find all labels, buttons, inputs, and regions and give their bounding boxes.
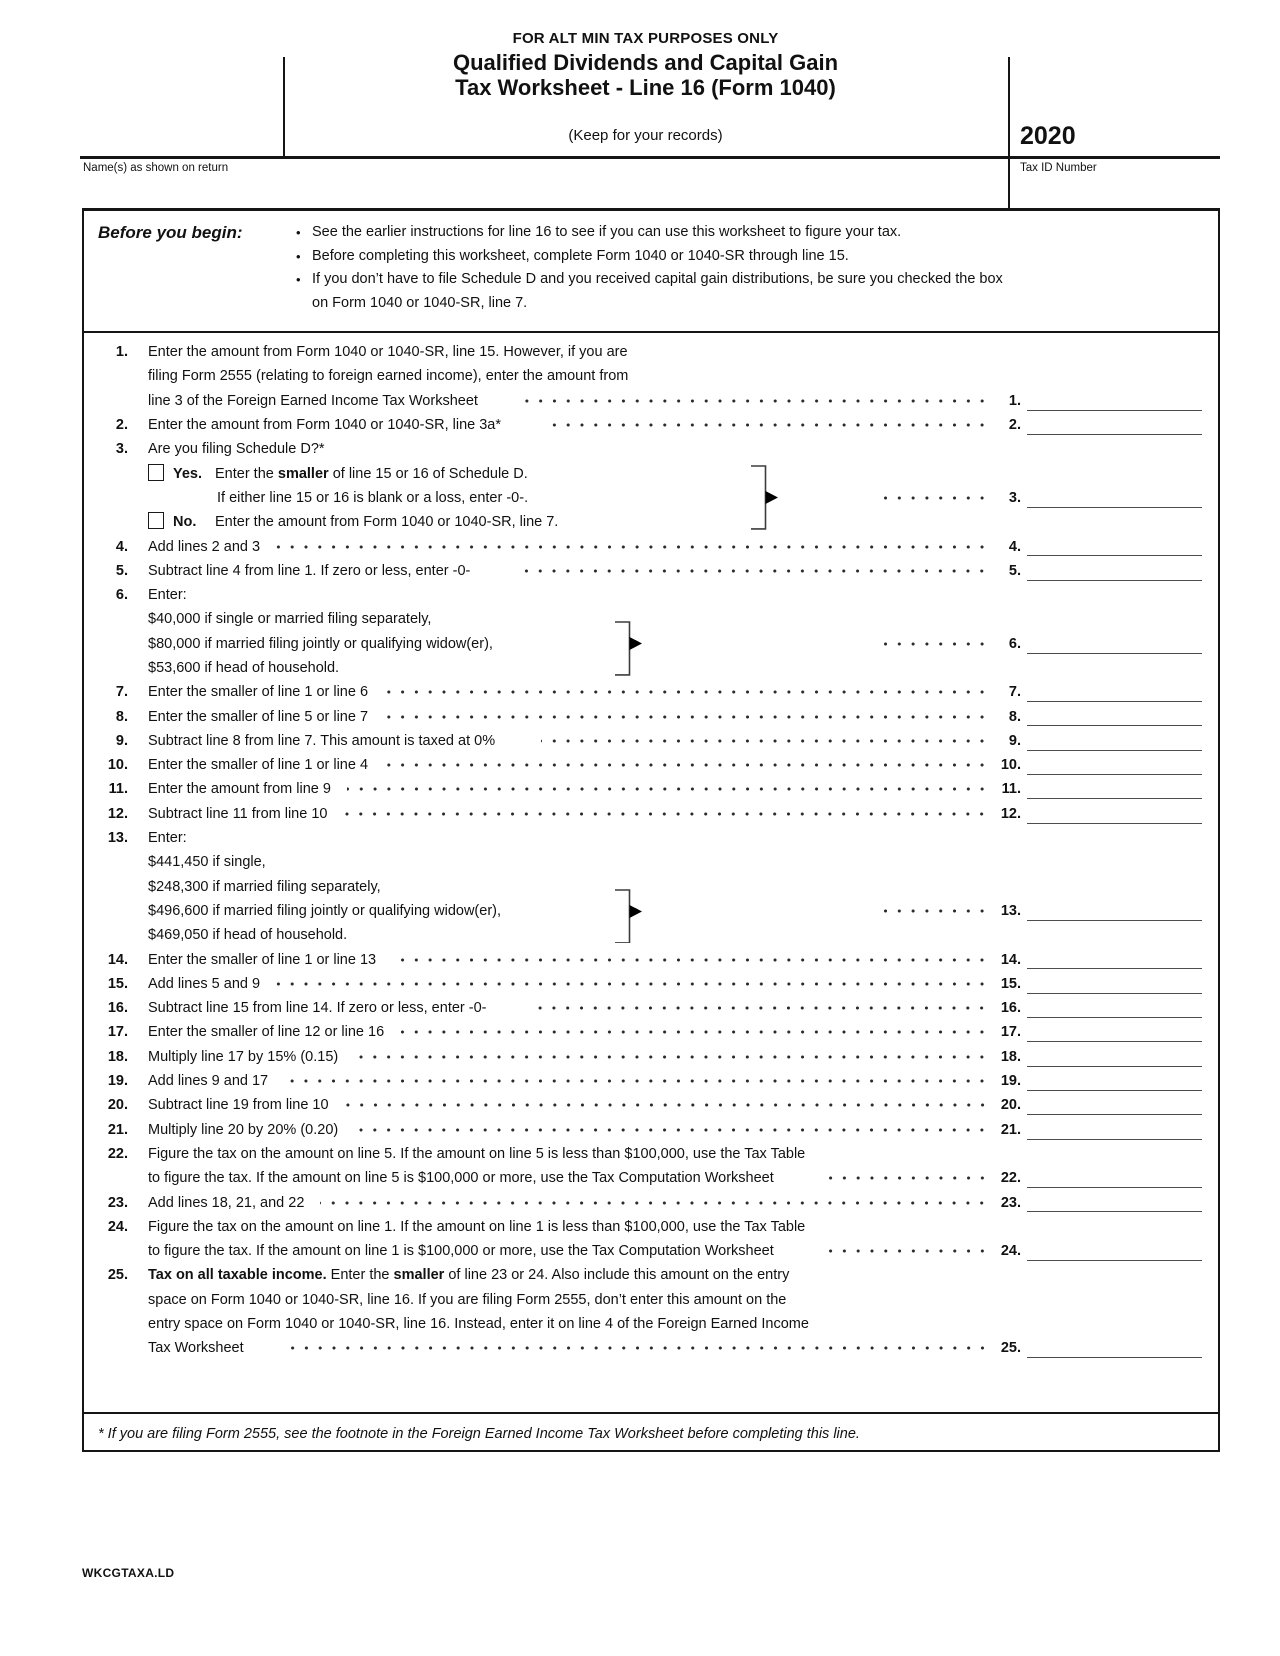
- schedule-d-no-label: No.: [173, 514, 197, 531]
- line-14-entry[interactable]: [1027, 947, 1202, 969]
- line-23-entry[interactable]: [1027, 1190, 1202, 1212]
- worksheet-row: [84, 802, 1218, 826]
- line-text: Tax Worksheet: [148, 1340, 244, 1357]
- schedule-d-yes-label: Yes.: [173, 465, 203, 482]
- header-right-divider: [1008, 57, 1010, 208]
- worksheet-lines: [84, 333, 1218, 1360]
- worksheet-item-5: [84, 559, 1218, 583]
- worksheet-row: [84, 1118, 1218, 1142]
- dotted-leader: [276, 534, 991, 558]
- answer-line-number: 22.: [1000, 1170, 1021, 1187]
- dotted-leader: [524, 389, 991, 413]
- tax-year: 2020: [1020, 122, 1076, 150]
- before-you-begin-bullets: [296, 221, 1218, 331]
- line-text: Multiply line 20 by 20% (0.20): [148, 1121, 339, 1138]
- line-number: 3.: [115, 441, 128, 458]
- dotted-leader: [354, 1045, 991, 1069]
- worksheet-row: [84, 947, 1218, 971]
- bullet-row: [296, 245, 1218, 269]
- bullet-icon: •: [296, 272, 301, 287]
- line-number: 10.: [107, 757, 128, 774]
- worksheet-item-24: [84, 1215, 1218, 1264]
- worksheet-box: [82, 208, 1220, 1452]
- line-18-entry[interactable]: [1027, 1045, 1202, 1067]
- line-number: 2.: [115, 417, 128, 434]
- bullet-text: Before completing this worksheet, complete Form 1040 or 1040-SR through line 15.: [312, 247, 849, 264]
- worksheet-row: [84, 340, 1218, 364]
- line-text: $469,050 if head of household.: [148, 927, 348, 944]
- line-text: Subtract line 8 from line 7. This amount is taxed at 0%: [148, 732, 496, 749]
- dotted-leader: [532, 996, 991, 1020]
- line-number: 8.: [115, 708, 128, 725]
- line-number: 21.: [107, 1121, 128, 1138]
- dotted-leader: [400, 1020, 991, 1044]
- line-number: 24.: [107, 1218, 128, 1235]
- worksheet-row: [84, 510, 1218, 534]
- worksheet-row: [84, 656, 1218, 680]
- worksheet-row: [84, 632, 1218, 656]
- worksheet-row: [84, 1239, 1218, 1263]
- line-5-entry[interactable]: [1027, 559, 1202, 581]
- worksheet-item-11: [84, 777, 1218, 801]
- line-13-entry[interactable]: [1027, 899, 1202, 921]
- worksheet-item-12: [84, 802, 1218, 826]
- dotted-leader: [541, 729, 991, 753]
- worksheet-row: [84, 1263, 1218, 1287]
- answer-line-number: 14.: [1000, 951, 1021, 968]
- dotted-leader: [820, 1166, 991, 1190]
- line-text: to figure the tax. If the amount on line 5 is $100,000 or more, use the Tax Computation Worksheet: [148, 1170, 774, 1187]
- answer-line-number: 20.: [1000, 1097, 1021, 1114]
- dotted-leader: [820, 1239, 991, 1263]
- line-text: Enter the smaller of line 15 or 16 of Schedule D.: [215, 465, 528, 482]
- dotted-leader: [881, 486, 991, 510]
- line-16-entry[interactable]: [1027, 996, 1202, 1018]
- worksheet-row: [84, 1142, 1218, 1166]
- dotted-leader: [547, 413, 991, 437]
- bullet-icon: •: [296, 225, 301, 240]
- worksheet-item-1: [84, 340, 1218, 413]
- worksheet-item-8: [84, 704, 1218, 728]
- worksheet-row: [84, 972, 1218, 996]
- arrow-right-icon: [766, 491, 779, 504]
- arrow-right-icon: [630, 637, 643, 650]
- answer-line-number: 6.: [1008, 635, 1021, 652]
- line-text: Enter:: [148, 587, 187, 604]
- line-text: Add lines 5 and 9: [148, 975, 261, 992]
- worksheet-row: [84, 1312, 1218, 1336]
- answer-line-number: 21.: [1000, 1121, 1021, 1138]
- worksheet-item-6: [84, 583, 1218, 680]
- page-title-line1: Qualified Dividends and Capital Gain: [452, 50, 839, 75]
- tax-id-field[interactable]: [1012, 174, 1217, 206]
- bullet-indent: [296, 292, 312, 316]
- worksheet-item-15: [84, 972, 1218, 996]
- tax-id-label: Tax ID Number: [1020, 162, 1097, 174]
- line-text: Multiply line 17 by 15% (0.15): [148, 1048, 339, 1065]
- bullet-row: [296, 268, 1218, 292]
- worksheet-row: [84, 486, 1218, 510]
- line-text: Enter the smaller of line 1 or line 6: [148, 684, 369, 701]
- alt-min-notice: FOR ALT MIN TAX PURPOSES ONLY: [512, 30, 779, 47]
- dotted-leader: [320, 1190, 991, 1214]
- answer-line-number: 15.: [1000, 975, 1021, 992]
- answer-line-number: 13.: [1000, 902, 1021, 919]
- line-number: 25.: [107, 1267, 128, 1284]
- line-1-entry[interactable]: [1027, 389, 1202, 411]
- bullet-text: See the earlier instructions for line 16 to see if you can use this worksheet to figure your tax.: [312, 224, 902, 240]
- worksheet-row: [84, 996, 1218, 1020]
- answer-line-number: 5.: [1008, 562, 1021, 579]
- worksheet-row: [84, 1288, 1218, 1312]
- line-25-entry[interactable]: [1027, 1336, 1202, 1358]
- dotted-leader: [276, 972, 991, 996]
- worksheet-row: [84, 607, 1218, 631]
- line-text: $80,000 if married filing jointly or qualifying widow(er),: [148, 635, 493, 652]
- worksheet-item-23: [84, 1190, 1218, 1214]
- bullet-text: If you don’t have to file Schedule D and you received capital gain distributions, be sure you checked the box: [312, 271, 1003, 287]
- worksheet-row: [84, 850, 1218, 874]
- line-9-entry[interactable]: [1027, 729, 1202, 751]
- line-text: Enter the smaller of line 1 or line 4: [148, 757, 369, 774]
- worksheet-row: [84, 389, 1218, 413]
- answer-line-number: 18.: [1000, 1048, 1021, 1065]
- dotted-leader: [384, 753, 991, 777]
- line-text: Figure the tax on the amount on line 1. If the amount on line 1 is less than $100,000, use the Tax Table: [148, 1218, 806, 1235]
- header-rule: [80, 156, 1220, 159]
- arrow-right-icon: [630, 904, 643, 917]
- answer-line-number: 16.: [1000, 1000, 1021, 1017]
- line-3-entry[interactable]: [1027, 486, 1202, 508]
- line-text: Enter the smaller of line 1 or line 13: [148, 951, 377, 968]
- line-number: 16.: [107, 1000, 128, 1017]
- line-text: Enter the amount from line 9: [148, 781, 331, 798]
- line-24-entry[interactable]: [1027, 1239, 1202, 1261]
- selection-bracket: [615, 621, 645, 676]
- line-number: 23.: [107, 1194, 128, 1211]
- line-text: $53,600 if head of household.: [148, 660, 340, 676]
- worksheet-row: [84, 364, 1218, 388]
- worksheet-row: [84, 777, 1218, 801]
- line-11-entry[interactable]: [1027, 777, 1202, 799]
- line-number: 4.: [115, 538, 128, 555]
- bullet-icon: •: [296, 248, 301, 264]
- worksheet-row: [84, 1166, 1218, 1190]
- bullet-text: on Form 1040 or 1040-SR, line 7.: [312, 294, 528, 311]
- line-number: 6.: [115, 587, 128, 604]
- worksheet-row: [84, 729, 1218, 753]
- line-15-entry[interactable]: [1027, 972, 1202, 994]
- answer-line-number: 17.: [1000, 1024, 1021, 1041]
- line-number: 15.: [107, 975, 128, 992]
- answer-line-number: 24.: [1000, 1243, 1021, 1260]
- line-text: Enter:: [148, 830, 187, 847]
- worksheet-row: [84, 704, 1218, 728]
- worksheet-item-3: [84, 437, 1218, 534]
- line-7-entry[interactable]: [1027, 680, 1202, 702]
- worksheet-row: [84, 1069, 1218, 1093]
- selection-bracket: [615, 889, 645, 944]
- dotted-leader: [384, 704, 991, 728]
- worksheet-row: [84, 1045, 1218, 1069]
- worksheet-row: [84, 559, 1218, 583]
- answer-line-number: 10.: [1000, 757, 1021, 774]
- dotted-leader: [392, 947, 991, 971]
- line-number: 18.: [107, 1048, 128, 1065]
- line-text: to figure the tax. If the amount on line 1 is $100,000 or more, use the Tax Computation Worksheet: [148, 1243, 774, 1260]
- line-text: If either line 15 or 16 is blank or a loss, enter -0-.: [217, 489, 529, 506]
- name-field[interactable]: [83, 174, 1003, 206]
- line-text: Subtract line 19 from line 10: [148, 1097, 329, 1114]
- dotted-leader: [284, 1069, 991, 1093]
- line-text: Are you filing Schedule D?*: [148, 441, 325, 458]
- line-text: line 3 of the Foreign Earned Income Tax Worksheet: [148, 392, 478, 409]
- answer-line-number: 11.: [1001, 781, 1021, 798]
- worksheet-item-4: [84, 534, 1218, 558]
- line-text: entry space on Form 1040 or 1040-SR, line 16. Instead, enter it on line 4 of the Foreign Earned Income: [148, 1316, 809, 1333]
- line-text: Subtract line 11 from line 10: [148, 805, 328, 822]
- dotted-leader: [345, 1093, 991, 1117]
- line-17-entry[interactable]: [1027, 1020, 1202, 1042]
- line-text: $40,000 if single or married filing separately,: [148, 611, 432, 628]
- answer-line-number: 23.: [1000, 1194, 1021, 1211]
- worksheet-item-22: [84, 1142, 1218, 1191]
- answer-line-number: 12.: [1000, 805, 1021, 822]
- dotted-leader: [347, 777, 991, 801]
- line-number: 19.: [107, 1073, 128, 1090]
- line-text: filing Form 2555 (relating to foreign earned income), enter the amount from: [148, 368, 629, 385]
- line-text: Subtract line 4 from line 1. If zero or less, enter -0-: [148, 562, 471, 579]
- line-text: Enter the smaller of line 5 or line 7: [148, 708, 369, 725]
- answer-line-number: 2.: [1008, 417, 1021, 434]
- worksheet-row: [84, 437, 1218, 461]
- line-8-entry[interactable]: [1027, 704, 1202, 726]
- worksheet-item-18: [84, 1045, 1218, 1069]
- worksheet-item-7: [84, 680, 1218, 704]
- worksheet-row: [84, 753, 1218, 777]
- worksheet-item-19: [84, 1069, 1218, 1093]
- line-text: Add lines 2 and 3: [148, 538, 261, 555]
- worksheet-item-13: [84, 826, 1218, 947]
- schedule-d-yes-checkbox[interactable]: [148, 464, 164, 481]
- answer-line-number: 9.: [1008, 732, 1021, 749]
- line-text: Add lines 9 and 17: [148, 1073, 269, 1090]
- dotted-leader: [881, 899, 991, 923]
- selection-bracket: [751, 465, 781, 530]
- worksheet-item-2: [84, 413, 1218, 437]
- worksheet-row: [84, 875, 1218, 899]
- answer-line-number: 25.: [1000, 1340, 1021, 1357]
- line-2-entry[interactable]: [1027, 413, 1202, 435]
- worksheet-item-9: [84, 729, 1218, 753]
- line-22-entry[interactable]: [1027, 1166, 1202, 1188]
- answer-line-number: 19.: [1000, 1073, 1021, 1090]
- line-text: Figure the tax on the amount on line 5. If the amount on line 5 is less than $100,000, use the Tax Table: [148, 1145, 806, 1162]
- line-12-entry[interactable]: [1027, 802, 1202, 824]
- header-left-divider: [283, 57, 285, 156]
- line-text: $248,300 if married filing separately,: [148, 878, 381, 895]
- worksheet-row: [84, 923, 1218, 947]
- line-number: 20.: [107, 1097, 128, 1114]
- line-6-entry[interactable]: [1027, 632, 1202, 654]
- line-4-entry[interactable]: [1027, 534, 1202, 556]
- dotted-leader: [881, 632, 991, 656]
- line-number: 17.: [107, 1024, 128, 1041]
- worksheet-row: [84, 1093, 1218, 1117]
- bullet-text-continued: [296, 292, 1218, 316]
- line-number: 9.: [115, 732, 128, 749]
- before-you-begin-label: Before you begin:: [98, 223, 243, 242]
- line-text: Enter the amount from Form 1040 or 1040-SR, line 7.: [215, 514, 559, 531]
- line-10-entry[interactable]: [1027, 753, 1202, 775]
- line-20-entry[interactable]: [1027, 1093, 1202, 1115]
- worksheet-row: [84, 680, 1218, 704]
- dotted-leader: [343, 802, 991, 826]
- footnote: * If you are filing Form 2555, see the footnote in the Foreign Earned Income Tax Worksheet before completing this line.: [98, 1426, 860, 1443]
- worksheet-row: [84, 583, 1218, 607]
- worksheet-item-21: [84, 1118, 1218, 1142]
- worksheet-row: [84, 1336, 1218, 1360]
- name-label: Name(s) as shown on return: [83, 162, 229, 174]
- worksheet-row: [84, 1215, 1218, 1239]
- before-you-begin-section: [84, 211, 1218, 333]
- worksheet-row: [84, 461, 1218, 485]
- worksheet-item-25: [84, 1263, 1218, 1360]
- dotted-leader: [354, 1118, 991, 1142]
- line-number: 1.: [115, 344, 128, 361]
- line-text: $441,450 if single,: [148, 854, 266, 871]
- answer-line-number: 1.: [1008, 392, 1021, 409]
- line-text: Subtract line 15 from line 14. If zero or less, enter -0-: [148, 1000, 487, 1017]
- line-text: Enter the amount from Form 1040 or 1040-SR, line 3a*: [148, 417, 502, 434]
- line-text: Enter the amount from Form 1040 or 1040-SR, line 15. However, if you are: [148, 344, 628, 361]
- answer-line-number: 3.: [1008, 489, 1021, 506]
- worksheet-row: [84, 413, 1218, 437]
- worksheet-item-16: [84, 996, 1218, 1020]
- worksheet-row: [84, 826, 1218, 850]
- answer-line-number: 8.: [1008, 708, 1021, 725]
- worksheet-row: [84, 534, 1218, 558]
- line-number: 12.: [107, 805, 128, 822]
- line-19-entry[interactable]: [1027, 1069, 1202, 1091]
- worksheet-row: [84, 1020, 1218, 1044]
- worksheet-item-20: [84, 1093, 1218, 1117]
- line-number: 14.: [107, 951, 128, 968]
- line-text: $496,600 if married filing jointly or qualifying widow(er),: [148, 902, 501, 919]
- line-text: Tax on all taxable income. Enter the smaller of line 23 or 24. Also include this amount on the entry: [148, 1267, 790, 1284]
- bullet-row: [296, 221, 1218, 245]
- keep-for-records-note: (Keep for your records): [568, 127, 723, 144]
- line-text: Enter the smaller of line 12 or line 16: [148, 1024, 385, 1041]
- answer-line-number: 7.: [1008, 684, 1021, 701]
- footnote-divider: [84, 1360, 1218, 1414]
- line-number: 7.: [115, 684, 128, 701]
- dotted-leader: [516, 559, 991, 583]
- form-software-code: WKCGTAXA.LD: [82, 1566, 175, 1580]
- worksheet-row: [84, 1190, 1218, 1214]
- page-title-line2: Tax Worksheet - Line 16 (Form 1040): [455, 75, 836, 100]
- dotted-leader: [384, 680, 991, 704]
- worksheet-row: [84, 899, 1218, 923]
- page-title: [283, 50, 1008, 100]
- line-number: 13.: [107, 830, 128, 847]
- worksheet-item-10: [84, 753, 1218, 777]
- worksheet-item-17: [84, 1020, 1218, 1044]
- worksheet-item-14: [84, 947, 1218, 971]
- schedule-d-no-checkbox[interactable]: [148, 512, 164, 529]
- line-21-entry[interactable]: [1027, 1118, 1202, 1140]
- line-text: space on Form 1040 or 1040-SR, line 16. If you are filing Form 2555, don’t enter this amount on the: [148, 1291, 787, 1308]
- line-number: 5.: [115, 562, 128, 579]
- line-text: Add lines 18, 21, and 22: [148, 1194, 305, 1211]
- dotted-leader: [290, 1336, 991, 1360]
- line-number: 11.: [108, 781, 128, 798]
- line-number: 22.: [107, 1145, 128, 1162]
- answer-line-number: 4.: [1008, 538, 1021, 555]
